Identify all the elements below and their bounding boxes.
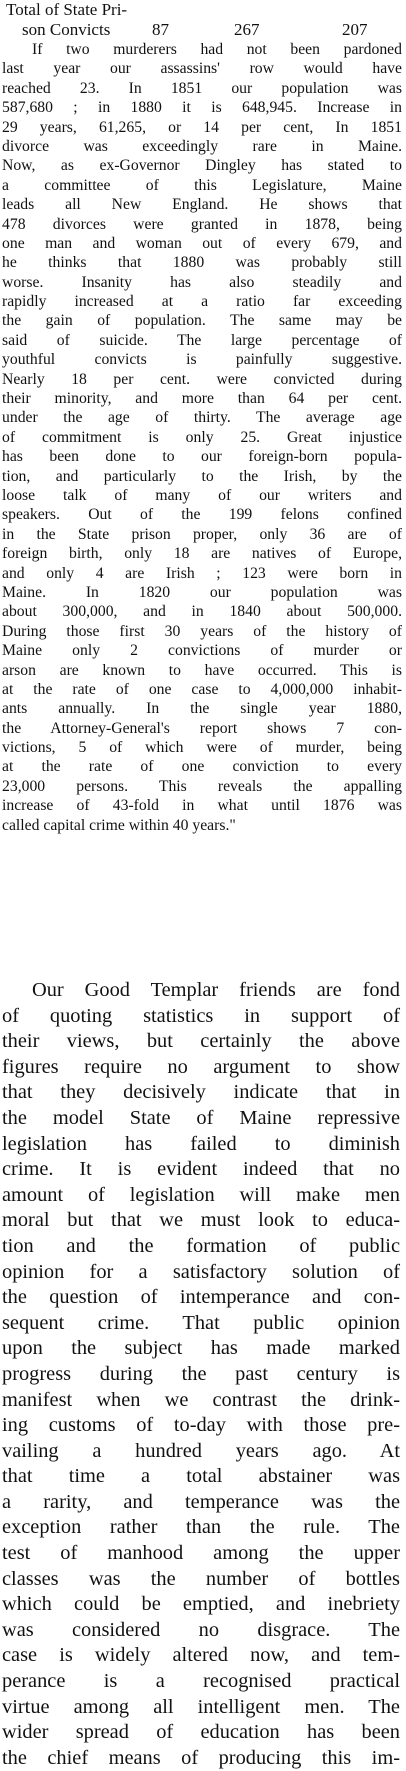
text-line: If two murderers had not been pardoned xyxy=(32,41,402,58)
text-line: their views, but certainly the above xyxy=(2,1030,400,1053)
totals-value-1: 87 xyxy=(152,20,169,39)
totals-label-line-2: son Convicts xyxy=(22,20,111,39)
text-line: at the rate of one conviction to every xyxy=(2,758,402,776)
text-line: last year our assassins' row would have xyxy=(2,60,402,78)
text-line: which could be emptied, and inebriety xyxy=(2,1593,400,1616)
text-line: classes was the number of bottles xyxy=(2,1567,400,1590)
totals-label-line-1: Total of State Pri- xyxy=(6,0,128,19)
text-line: During those first 30 years of the history of xyxy=(2,622,402,640)
text-line: victions, 5 of which were of murder, being xyxy=(2,739,402,757)
text-line: Maine. In 1820 our population was xyxy=(2,583,402,601)
text-line: Nearly 18 per cent. were convicted during xyxy=(2,370,402,388)
quoted-report-paragraph xyxy=(2,40,402,835)
text-line: said of suicide. The large percentage of xyxy=(2,331,402,349)
text-line: in the State prison proper, only 36 are of xyxy=(2,525,402,543)
text-line: about 300,000, and in 1840 about 500,000. xyxy=(2,603,402,621)
text-line: 23,000 persons. This reveals the appalling xyxy=(2,777,402,795)
text-line: ing customs of to-day with those pre- xyxy=(2,1414,400,1437)
text-line: crime. It is evident indeed that no xyxy=(2,1158,400,1181)
editorial-paragraph xyxy=(2,978,400,1771)
text-line: tion and the formation of public xyxy=(2,1234,400,1257)
text-line: the question of intemperance and con- xyxy=(2,1286,400,1309)
text-line: speakers. Out of the 199 felons confined xyxy=(2,506,402,524)
text-line: that they decisively indicate that in xyxy=(2,1081,400,1104)
text-line: of quoting statistics in support of xyxy=(2,1004,400,1027)
text-line: 478 divorces were granted in 1878, being xyxy=(2,215,402,233)
text-line: reached 23. In 1851 our population was xyxy=(2,79,402,97)
text-line: tion, and particularly to the Irish, by the xyxy=(2,467,402,485)
text-line: called capital crime within 40 years." xyxy=(2,816,236,834)
text-line: amount of legislation will make men xyxy=(2,1183,400,1206)
text-line: has been done to our foreign-born popula- xyxy=(2,448,402,466)
text-line: manifest when we contrast the drink- xyxy=(2,1388,400,1411)
text-line: a committee of this Legislature, Maine xyxy=(2,176,402,194)
text-line: under the age of thirty. The average age xyxy=(2,409,402,427)
text-line: youthful convicts is painfully suggestive. xyxy=(2,351,402,369)
text-line: ants annually. In the single year 1880, xyxy=(2,700,402,718)
text-line: was considered no disgrace. The xyxy=(2,1618,400,1641)
convict-totals-row xyxy=(6,0,398,44)
text-line: vailing a hundred years ago. At xyxy=(2,1439,400,1462)
totals-value-3: 207 xyxy=(342,20,368,39)
text-line: of commitment is only 25. Great injustice xyxy=(2,428,402,446)
text-line: divorce was exceedingly rare in Maine. xyxy=(2,137,402,155)
text-line: worse. Insanity has also steadily and xyxy=(2,273,402,291)
text-line: exception rather than the rule. The xyxy=(2,1516,400,1539)
text-line: case is widely altered now, and tem- xyxy=(2,1644,400,1667)
text-line: the gain of population. The same may be xyxy=(2,312,402,330)
text-line: legislation has failed to diminish xyxy=(2,1132,400,1155)
text-line: moral but that we must look to educa- xyxy=(2,1209,400,1232)
text-line: opinion for a satisfactory solution of xyxy=(2,1260,400,1283)
text-line: at the rate of one case to 4,000,000 inhabit- xyxy=(2,680,402,698)
text-line: progress during the past century is xyxy=(2,1362,400,1385)
text-line: and only 4 are Irish ; 123 were born in xyxy=(2,564,402,582)
text-line: test of manhood among the upper xyxy=(2,1542,400,1565)
text-line: figures require no argument to show xyxy=(2,1055,400,1078)
text-line: loose talk of many of our writers and xyxy=(2,486,402,504)
text-line: wider spread of education has been xyxy=(2,1721,400,1744)
text-line: 587,680 ; in 1880 it is 648,945. Increase in xyxy=(2,99,402,117)
text-line: Maine only 2 convictions of murder or xyxy=(2,642,402,660)
text-line: Now, as ex-Governor Dingley has stated to xyxy=(2,157,402,175)
text-line: 29 years, 61,265, or 14 per cent, In 1851 xyxy=(2,118,402,136)
totals-value-2: 267 xyxy=(234,20,260,39)
text-line: a rarity, and temperance was the xyxy=(2,1490,400,1513)
text-line: sequent crime. That public opinion xyxy=(2,1311,400,1334)
text-line: upon the subject has made marked xyxy=(2,1337,400,1360)
text-line: increase of 43-fold in what until 1876 was xyxy=(2,797,402,815)
text-line: the Attorney-General's report shows 7 con- xyxy=(2,719,402,737)
text-line: their minority, and more than 64 per cent. xyxy=(2,390,402,408)
text-line: one man and woman out of every 679, and xyxy=(2,234,402,252)
text-line: leads all New England. He shows that xyxy=(2,196,402,214)
text-line: the model State of Maine repressive xyxy=(2,1106,400,1129)
text-line: virtue among all intelligent men. The xyxy=(2,1695,400,1718)
text-line: foreign birth, only 18 are natives of Europe, xyxy=(2,545,402,563)
text-line: perance is a recognised practical xyxy=(2,1670,400,1693)
text-line: that time a total abstainer was xyxy=(2,1465,400,1488)
text-line: Our Good Templar friends are fond xyxy=(32,979,400,1001)
text-line: arson are known to have occurred. This is xyxy=(2,661,402,679)
text-line: the chief means of producing this im- xyxy=(2,1746,400,1769)
text-line: he thinks that 1880 was probably still xyxy=(2,254,402,272)
text-line: rapidly increased at a ratio far exceeding xyxy=(2,293,402,311)
